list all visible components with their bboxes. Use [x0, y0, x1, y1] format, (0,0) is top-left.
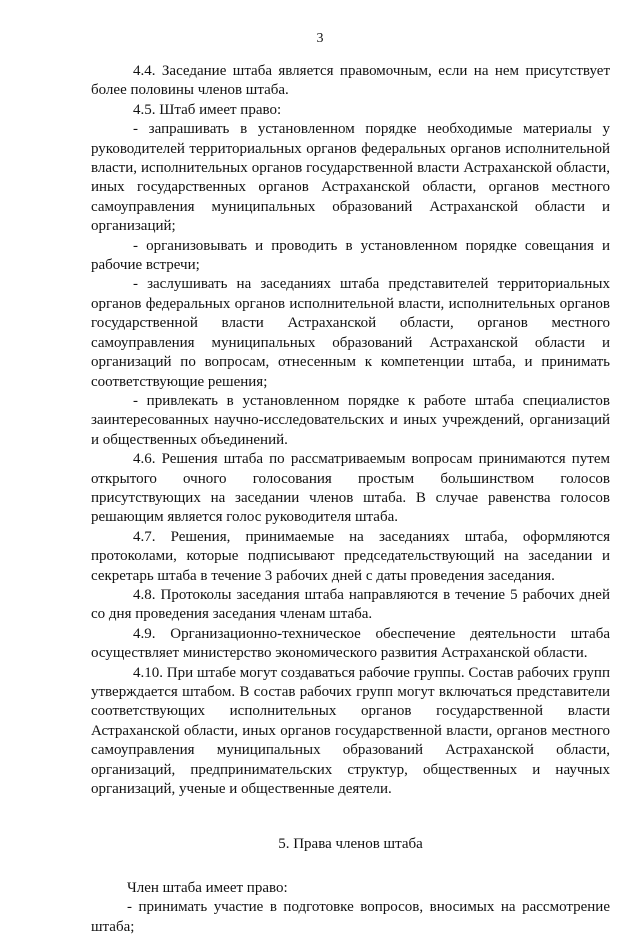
list-item-organize-meetings: - организовывать и проводить в установленном порядке совещания и рабочие встречи;	[91, 237, 610, 274]
paragraph-4-7: 4.7. Решения, принимаемые на заседаниях штаба, оформляются протоколами, которые подписывают председательствующий на заседании и секретарь штаба в течение 3 рабочих дней с даты проведения заседания.	[91, 528, 610, 584]
paragraph-member-rights: Член штаба имеет право:	[127, 879, 288, 896]
page-number: 3	[316, 31, 324, 46]
paragraph-4-5: 4.5. Штаб имеет право:	[133, 101, 282, 118]
paragraph-4-10: 4.10. При штабе могут создаваться рабочие группы. Состав рабочих групп утверждается штабом. В состав рабочих групп могут включаться представители соответствующих исполнительных органов государственной власти Астраханской области, иных органов государственной власти, органов местного самоуправления муниципальных образований Астраханской области, организаций, предпринимательских структур, общественных и научных организаций, ученые и общественные деятели.	[91, 664, 610, 798]
list-item-hear-representatives: - заслушивать на заседаниях штаба представителей территориальных органов федеральных органов исполнительной власти, исполнительных органов государственной власти Астраханской области, органов местного самоуправления муниципальных образований Астраханской области и организаций по вопросам, отнесенным к компетенции штаба, и принимать соответствующие решения;	[91, 276, 610, 390]
paragraph-4-8: 4.8. Протоколы заседания штаба направляются в течение 5 рабочих дней со дня проведения заседания членам штаба.	[91, 586, 610, 623]
list-item-involve-specialists: - привлекать в установленном порядке к работе штаба специалистов заинтересованных научно-исследовательских и иных учреждений, организаций и общественных объединений.	[91, 392, 610, 448]
list-item-request-materials: - запрашивать в установленном порядке необходимые материалы у руководителей территориальных органов федеральных органов исполнительной власти, исполнительных органов государственной власти Астраханской области, иных государственных органов Астраханской области, органов местного самоуправления муниципальных образований Астраханской области и организаций;	[91, 121, 610, 235]
list-item-participate-preparation: - принимать участие в подготовке вопросов, вносимых на рассмотрение штаба;	[91, 899, 610, 935]
paragraph-4-4: 4.4. Заседание штаба является правомочным, если на нем присутствует более половины членов штаба.	[91, 63, 610, 99]
section-title: 5. Права членов штаба	[278, 836, 423, 853]
paragraph-4-9: 4.9. Организационно-техническое обеспечение деятельности штаба осуществляет министерство экономического развития Астраханской области.	[91, 625, 610, 662]
document-body	[91, 62, 610, 937]
paragraph-4-6: 4.6. Решения штаба по рассматриваемым вопросам принимаются путем открытого очного голосования простым большинством голосов присутствующих на заседании членов штаба. В случае равенства голосов решающим является голос руководителя штаба.	[91, 451, 610, 526]
